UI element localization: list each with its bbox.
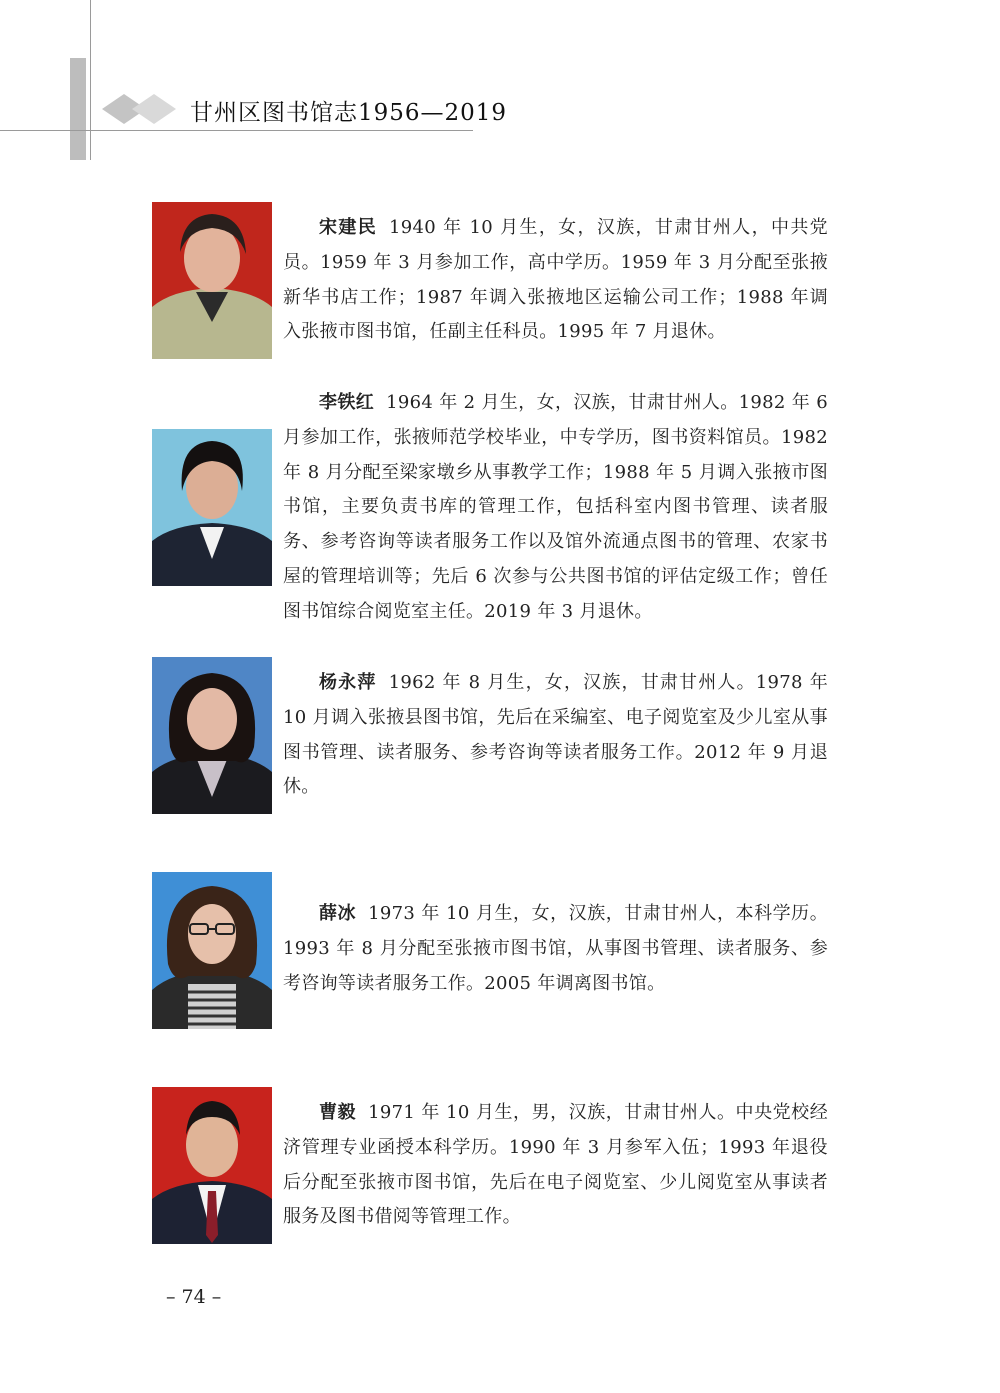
bio-paragraph <box>283 386 828 630</box>
bio-text: 1964 年 2 月生，女，汉族，甘肃甘州人。1982 年 6 月参加工作，张掖师范学校毕业，中专学历，图书资料馆员。1982 年 8 月分配至梁家墩乡从事教学工作；1988 年 5 月调入张掖市图书馆，主要负责书库的管理工作，包括科室内图书管理、读者服务、参考咨询等读者服务工作以及馆外流通点图书的管理、农家书屋的管理培训等；先后 6 次参与公共图书馆的评估定级工作；曾任图书馆综合阅览室主任。2019 年 3 月退休。 <box>283 392 828 622</box>
person-name: 薛冰 <box>319 903 357 924</box>
bio-paragraph <box>283 211 828 350</box>
bio-text: 1971 年 10 月生，男，汉族，甘肃甘州人。中央党校经济管理专业函授本科学历。1990 年 3 月参军入伍；1993 年退役后分配至张掖市图书馆，先后在电子阅览室、少儿阅览室从事读者服务及图书借阅等管理工作。 <box>283 1102 828 1228</box>
portrait-photo <box>152 657 272 814</box>
bio-text: 1962 年 8 月生，女，汉族，甘肃甘州人。1978 年 10 月调入张掖县图书馆，先后在采编室、电子阅览室及少儿室从事图书管理、读者服务、参考咨询等读者服务工作。2012 年 9 月退休。 <box>283 672 829 798</box>
portrait-photo <box>152 872 272 1029</box>
person-name: 杨永萍 <box>319 672 377 693</box>
person-name: 李铁红 <box>319 392 375 413</box>
header-rule <box>0 130 473 131</box>
portrait-photo <box>152 1087 272 1244</box>
bio-paragraph <box>283 897 828 1001</box>
header-vertical-line <box>90 0 91 160</box>
bio-text: 1973 年 10 月生，女，汉族，甘肃甘州人，本科学历。1993 年 8 月分配至张掖市图书馆，从事图书管理、读者服务、参考咨询等读者服务工作。2005 年调离图书馆。 <box>283 903 828 994</box>
header-vertical-bar <box>70 58 86 160</box>
person-name: 宋建民 <box>319 217 378 238</box>
bio-text: 1940 年 10 月生，女，汉族，甘肃甘州人，中共党员。1959 年 3 月参加工作，高中学历。1959 年 3 月分配至张掖新华书店工作；1987 年调入张掖地区运输公司工作；1988 年调入张掖市图书馆，任副主任科员。1995 年 7 月退休。 <box>283 217 828 343</box>
portrait-photo <box>152 202 272 359</box>
header-diamond-icon <box>102 92 182 126</box>
person-name: 曹毅 <box>319 1102 357 1123</box>
portrait-photo <box>152 429 272 586</box>
bio-paragraph <box>283 1096 828 1235</box>
page-header-title: 甘州区图书馆志1956—2019 <box>190 100 508 126</box>
page-number: – 74 – <box>166 1286 222 1308</box>
bio-paragraph <box>283 666 828 805</box>
